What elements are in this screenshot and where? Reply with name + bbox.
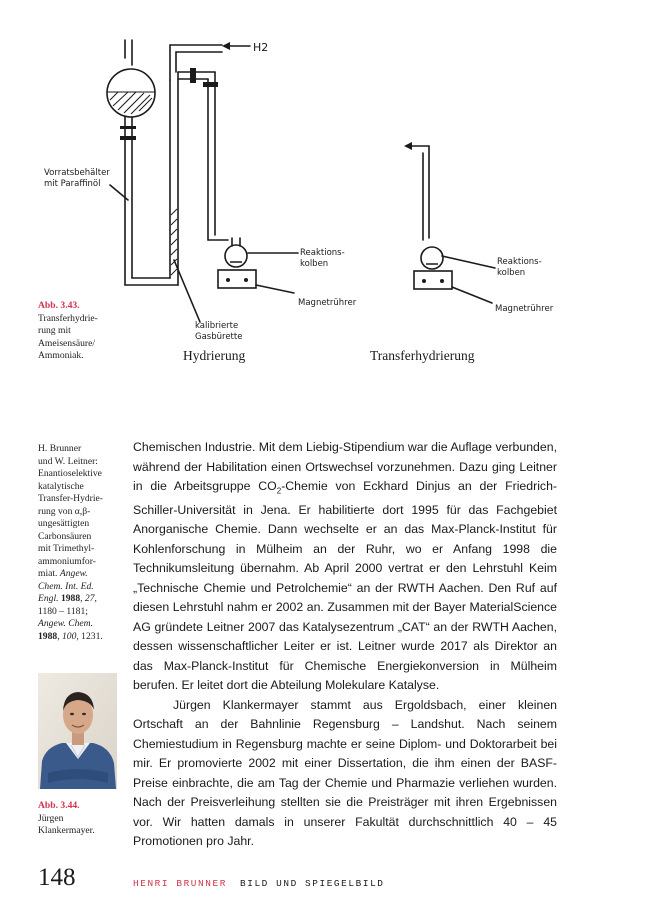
ref-title-line: Transfer-Hydrie- — [38, 493, 103, 504]
figure-label: Abb. 3.44. — [38, 800, 80, 811]
caption-line: Klankermayer. — [38, 825, 95, 837]
running-title: BILD UND SPIEGELBILD — [240, 878, 385, 889]
kolben-right-label-2: kolben — [497, 268, 526, 278]
ref-pages: 1180 – 1181; — [38, 605, 88, 617]
ref-year: 1988 — [60, 593, 81, 604]
caption-line: Ameisensäure/ — [38, 337, 96, 349]
caption-line: Jürgen — [38, 812, 64, 824]
figure-label: Abb. 3.43. — [38, 300, 80, 311]
ref-volume: 27 — [84, 593, 95, 604]
ref-journal: Angew. — [59, 568, 88, 579]
ref-journal: Engl. — [38, 593, 59, 604]
buerette-label-1: kalibrierte — [195, 321, 239, 331]
vorrat-label-1: Vorratsbehälter — [44, 168, 110, 178]
kolben-right-label-1: Reaktions- — [497, 257, 542, 267]
ref-journal: Chem. Int. Ed. — [38, 580, 94, 592]
magnet-right-label: Magnetrührer — [495, 304, 554, 314]
figure-caption-344 — [38, 800, 124, 838]
ref-title-line: Enantioselektive — [38, 468, 102, 479]
ref-year: 1988 — [38, 630, 58, 642]
ref-title-line: mit Trimethyl- — [38, 543, 95, 554]
paragraph-text: Chemischen Industrie. Mit dem Liebig-Stipendium war die Auflage verbunden, während der Habilitation einen Ortswechsel vorzunehmen. Dazu ging Leitner in die Arbeitsgruppe CO — [133, 440, 557, 493]
body-text — [133, 438, 557, 852]
ref-journal-line — [38, 568, 126, 581]
figure-title-transferhydrierung: Transferhydrierung — [370, 348, 475, 363]
figure-caption-343 — [38, 300, 124, 363]
ref-title-line: katalytische — [38, 480, 84, 492]
paragraph-text: -Chemie von Eckhard Dinjus an der Friedrich-Schiller-Universität in Jena. Er habilitierte dort 1995 für das Fachgebiet Anorganische Chemie. Dann wechselte er an das Max-Planck-Institut für Kohlenforschung in Mülheim an der Ruhr, wo er Anfang 1998 die Technikumsleitung übernahm. Ab April 2000 vertrat er den Lehrstuhl Keim „Technische Chemie und Petrolchemie“ an der RWTH Aachen. Den Ruf auf diesen Lehrstuhl nahm er 2002 an. Zusammen mit der Bayer MaterialScience AG gründete Leitner 2007 das Katalysezentrum „CAT“ an der RWTH Aachen, dessen wissenschaftlicher Leiter er ist. Leitner wurde 2017 als Direktor an das Max-Planck-Institut für Chemische Energiekonversion in Mülheim berufen. Er leitet dort die Abteilung Molekulare Katalyse. — [133, 479, 558, 693]
ref-title-line: rung von α,β- — [38, 505, 91, 517]
ref-title-line: ungesättigten — [38, 518, 90, 529]
magnet-left-label: Magnetrührer — [298, 298, 357, 308]
reference-note — [38, 443, 126, 643]
ref-title-line: Carbonsäuren — [38, 530, 92, 542]
h2-label: H2 — [253, 41, 269, 54]
running-author: HENRI BRUNNER — [133, 878, 227, 889]
ref-journal: Angew. Chem. — [38, 618, 93, 629]
caption-line: Ammoniak. — [38, 350, 84, 362]
paragraph — [133, 438, 557, 696]
caption-line: Transferhydrie- — [38, 312, 98, 324]
caption-line: rung mit — [38, 325, 71, 337]
ref-title-line: miat. — [38, 568, 58, 579]
subscript: 2 — [276, 486, 282, 496]
ref-citation-line: 1988, 100, 1231. — [38, 630, 103, 642]
ref-authors: H. Brunner — [38, 443, 82, 454]
kolben-left-label-1: Reaktions- — [300, 248, 345, 258]
buerette-label-2: Gasbürette — [195, 332, 243, 342]
vorrat-label-2: mit Paraffinöl — [44, 179, 101, 189]
paragraph: Jürgen Klankermayer stammt aus Ergoldsbach, einer kleinen Ortschaft an der Bahnlinie Regensburg – Landshut. Nach seinem Chemiestudium in Regensburg machte er seine Diplom- und Doktorarbeit bei mir. Er promovierte 2002 mit einer Dissertation, die ihm einen der BASF-Preise einbrachte, die am Tag der Chemie und Pharmazie verliehen wurden. Nach der Preisverleihung stellten sie die Preisträger mit ihren Ergebnissen vor. Wir hatten damals in unserer Fakultät durchschnittlich 40 – 45 Promotionen pro Jahr. — [133, 697, 557, 849]
figure-title-hydrierung: Hydrierung — [183, 348, 246, 363]
ref-authors: und W. Leitner: — [38, 455, 98, 467]
kolben-left-label-2: kolben — [300, 259, 329, 269]
portrait-photo — [38, 673, 117, 789]
ref-pages: 1231. — [81, 630, 103, 642]
ref-citation-line: Engl. 1988, 27, — [38, 593, 97, 604]
ref-title-line: ammoniumfor- — [38, 555, 96, 567]
ref-volume: 100 — [61, 630, 77, 642]
page-number: 148 — [38, 864, 76, 891]
